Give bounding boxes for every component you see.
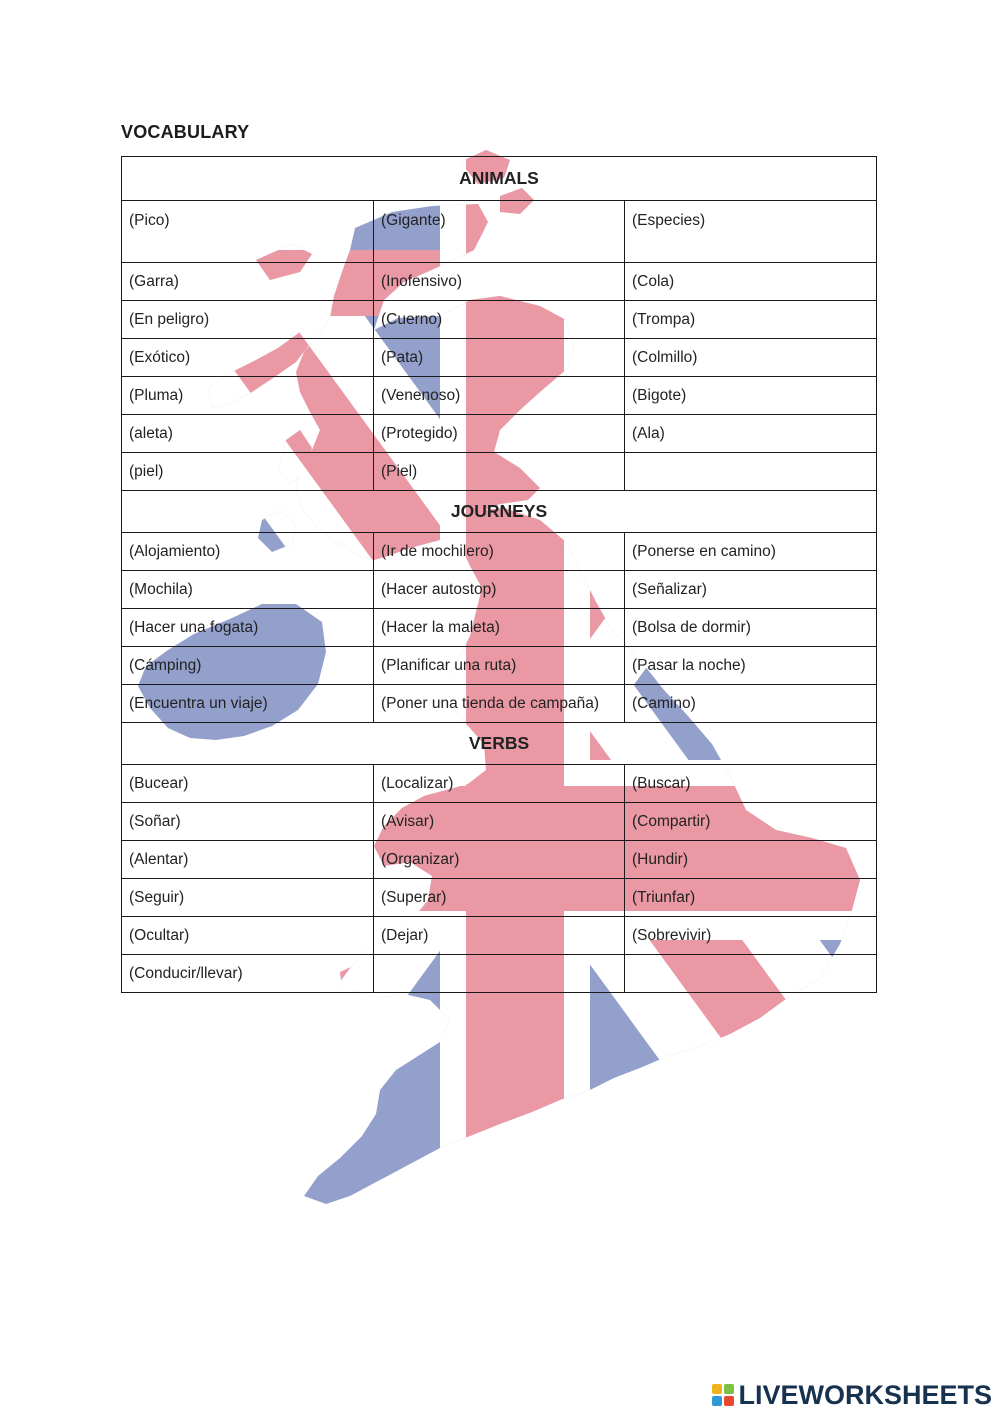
word-cell: (Ir de mochilero) <box>374 533 625 571</box>
word-cell: (Pico) <box>122 201 374 263</box>
word-cell: (Pluma) <box>122 377 374 415</box>
logo-square <box>712 1384 722 1394</box>
word-cell: (Buscar) <box>625 765 877 803</box>
table-row <box>122 765 877 803</box>
word-cell: (Bolsa de dormir) <box>625 609 877 647</box>
word-cell: (Soñar) <box>122 803 374 841</box>
word-cell: (Pata) <box>374 339 625 377</box>
table-row <box>122 301 877 339</box>
word-cell <box>625 453 877 491</box>
table-row <box>122 377 877 415</box>
word-cell: (Exótico) <box>122 339 374 377</box>
word-cell: (Camino) <box>625 685 877 723</box>
word-cell: (aleta) <box>122 415 374 453</box>
word-cell: (Cola) <box>625 263 877 301</box>
word-cell: (Piel) <box>374 453 625 491</box>
word-cell: (Cuerno) <box>374 301 625 339</box>
word-cell: (Hacer la maleta) <box>374 609 625 647</box>
word-cell: (Hacer una fogata) <box>122 609 374 647</box>
word-cell <box>625 955 877 993</box>
word-cell: (Alentar) <box>122 841 374 879</box>
section-header-row <box>122 491 877 533</box>
table-row <box>122 685 877 723</box>
table-row <box>122 917 877 955</box>
word-cell: (piel) <box>122 453 374 491</box>
table-row <box>122 647 877 685</box>
word-cell: (Ponerse en camino) <box>625 533 877 571</box>
table-row <box>122 263 877 301</box>
word-cell: (Encuentra un viaje) <box>122 685 374 723</box>
document-title: VOCABULARY <box>121 122 250 142</box>
word-cell: (Colmillo) <box>625 339 877 377</box>
section-heading-journeys: JOURNEYS <box>122 491 877 533</box>
section-heading-animals: ANIMALS <box>122 157 877 201</box>
word-cell: (Planificar una ruta) <box>374 647 625 685</box>
word-cell: (Cámping) <box>122 647 374 685</box>
word-cell: (Triunfar) <box>625 879 877 917</box>
word-cell <box>374 955 625 993</box>
table-row <box>122 803 877 841</box>
word-cell: (Superar) <box>374 879 625 917</box>
word-cell: (Compartir) <box>625 803 877 841</box>
section-header-row <box>122 157 877 201</box>
logo-square <box>724 1396 734 1406</box>
vocabulary-table <box>121 156 877 993</box>
word-cell: (Dejar) <box>374 917 625 955</box>
table-row <box>122 453 877 491</box>
word-cell: (Ocultar) <box>122 917 374 955</box>
table-row <box>122 955 877 993</box>
section-heading-verbs: VERBS <box>122 723 877 765</box>
word-cell: (Trompa) <box>625 301 877 339</box>
word-cell: (Garra) <box>122 263 374 301</box>
table-row <box>122 415 877 453</box>
table-row <box>122 339 877 377</box>
word-cell: (Venenoso) <box>374 377 625 415</box>
word-cell: (Sobrevivir) <box>625 917 877 955</box>
liveworksheets-brand-text: LIVEWORKSHEETS <box>738 1379 992 1410</box>
liveworksheets-logo-icon <box>712 1384 734 1406</box>
word-cell: (Hacer autostop) <box>374 571 625 609</box>
word-cell: (Alojamiento) <box>122 533 374 571</box>
word-cell: (Mochila) <box>122 571 374 609</box>
word-cell: (Señalizar) <box>625 571 877 609</box>
word-cell: (Hundir) <box>625 841 877 879</box>
word-cell: (Organizar) <box>374 841 625 879</box>
word-cell: (Gigante) <box>374 201 625 263</box>
word-cell: (Especies) <box>625 201 877 263</box>
logo-square <box>712 1396 722 1406</box>
word-cell: (En peligro) <box>122 301 374 339</box>
table-row <box>122 201 877 263</box>
word-cell: (Seguir) <box>122 879 374 917</box>
word-cell: (Inofensivo) <box>374 263 625 301</box>
word-cell: (Avisar) <box>374 803 625 841</box>
table-row <box>122 841 877 879</box>
word-cell: (Localizar) <box>374 765 625 803</box>
logo-square <box>724 1384 734 1394</box>
section-header-row <box>122 723 877 765</box>
table-row <box>122 879 877 917</box>
word-cell: (Poner una tienda de campaña) <box>374 685 625 723</box>
word-cell: (Pasar la noche) <box>625 647 877 685</box>
table-row <box>122 533 877 571</box>
word-cell: (Bucear) <box>122 765 374 803</box>
liveworksheets-logo-link[interactable] <box>712 1378 992 1412</box>
word-cell: (Ala) <box>625 415 877 453</box>
word-cell: (Conducir/llevar) <box>122 955 374 993</box>
table-row <box>122 571 877 609</box>
table-row <box>122 609 877 647</box>
word-cell: (Bigote) <box>625 377 877 415</box>
word-cell: (Protegido) <box>374 415 625 453</box>
